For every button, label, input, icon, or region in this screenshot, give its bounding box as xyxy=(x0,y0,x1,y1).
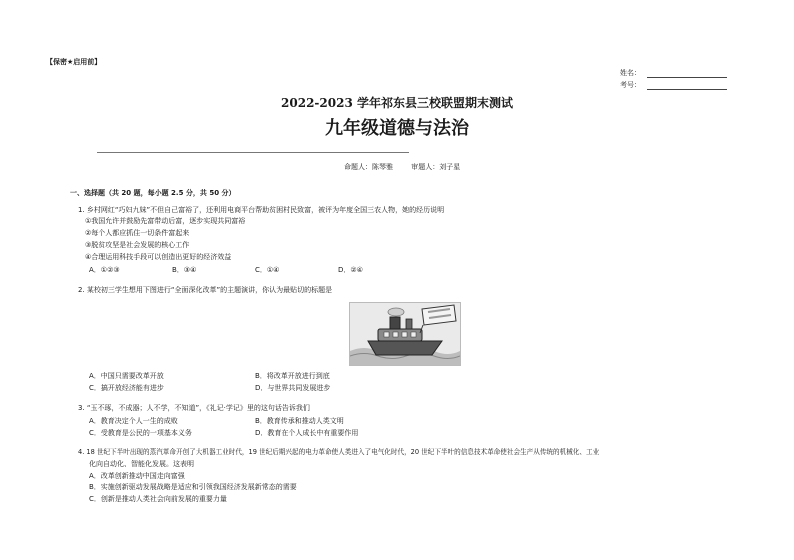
reviewer-label: 审题人：刘子星 xyxy=(411,163,461,171)
name-field xyxy=(620,68,727,78)
exam-title: 2022-2023 学年祁东县三校联盟期末测试 xyxy=(281,96,513,110)
q2-option-a: A．中国只需要改革开放 xyxy=(89,372,164,380)
q3-option-b: B．教育传承和推动人类文明 xyxy=(255,417,344,425)
ship-cartoon-icon xyxy=(350,303,460,365)
confidential-label: 【保密★启用前】 xyxy=(46,58,102,66)
q2-option-b: B．将改革开放进行到底 xyxy=(255,372,330,380)
q4-option-c: C．创新是推动人类社会向前发展的重要力量 xyxy=(89,495,227,503)
q1-item-4: ④合理运用科技手段可以创造出更好的经济效益 xyxy=(85,253,232,261)
q3-option-d: D．教育在个人成长中有重要作用 xyxy=(255,429,359,437)
q1-item-1: ①我国允许并鼓励先富带动后富，逐步实现共同富裕 xyxy=(85,217,246,225)
q1-item-3: ③脱贫攻坚是社会发展的核心工作 xyxy=(85,241,190,249)
q4-option-a: A．改革创新推动中国走向富强 xyxy=(89,472,185,480)
q3-option-a: A．教育决定个人一生的成败 xyxy=(89,417,178,425)
name-underline xyxy=(647,69,727,78)
subject-title: 九年级道德与法治 xyxy=(325,118,469,139)
q3-option-c: C．受教育是公民的一项基本义务 xyxy=(89,429,192,437)
exam-number-underline xyxy=(647,81,727,90)
title-divider xyxy=(97,152,409,153)
setter-label: 命题人：陈琴雅 xyxy=(344,163,393,171)
q1-option-d: D．②④ xyxy=(338,266,363,274)
exam-number-field xyxy=(620,80,727,90)
q4-option-b: B．实施创新驱动发展战略是适应和引领我国经济发展新常态的需要 xyxy=(89,483,297,491)
name-label: 姓名： xyxy=(620,69,641,77)
q3-stem: 3. “玉不琢，不成器；人不学，不知道”，《礼记·学记》里的这句话告诉我们 xyxy=(78,404,310,412)
q1-option-b: B．③④ xyxy=(172,266,197,274)
q1-option-a: A．①②③ xyxy=(89,266,120,274)
q1-stem: 1. 乡村网红“巧妇九妹”不但自己富裕了，还利用电商平台帮助贫困村民致富，被评为年度全国三农人物，她的经历说明 xyxy=(78,206,445,214)
q2-option-d: D．与世界共同发展进步 xyxy=(255,384,331,392)
reform-cartoon-image xyxy=(349,302,461,366)
q1-option-c: C．①④ xyxy=(255,266,280,274)
q1-item-2: ②每个人都应抓住一切条件富起来 xyxy=(85,229,190,237)
q4-stem-line-2: 化向自动化、智能化发展。这表明 xyxy=(89,460,194,468)
q2-option-c: C．搞开放经济能有进步 xyxy=(89,384,164,392)
q2-stem: 2. 某校初三学生想用下图进行“全面深化改革”的主题演讲，你认为最贴切的标题是 xyxy=(78,286,333,294)
section-heading: 一、选择题（共 20 题，每小题 2.5 分，共 50 分） xyxy=(70,189,236,197)
q4-stem-line-1: 4. 18 世纪下半叶出现的蒸汽革命开创了大机器工业时代，19 世纪后期兴起的电力革命使人类进入了电气化时代，20 世纪下半叶的信息技术革命使社会生产从传统的机械化、工业 xyxy=(78,448,600,456)
exam-number-label: 考号： xyxy=(620,81,641,89)
authors-line xyxy=(344,162,476,172)
